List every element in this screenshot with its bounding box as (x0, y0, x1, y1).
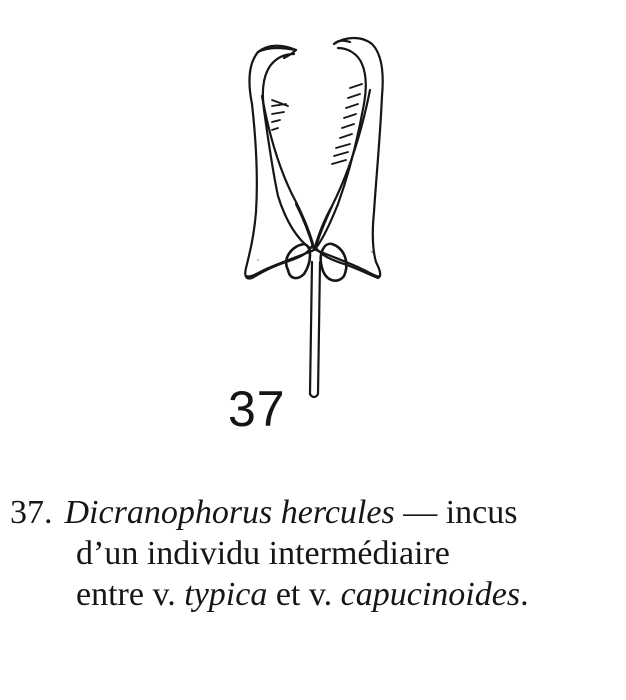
caption-number: 37. (10, 494, 53, 531)
right-ramus-inner (316, 48, 366, 248)
figure-number: 37 (228, 381, 286, 437)
caption-line3-prefix: entre v. (76, 576, 176, 613)
fulcrum-stalk-right (318, 262, 320, 394)
figure-caption (10, 492, 610, 615)
caption-line-2: d’un individu intermédiaire (76, 535, 450, 572)
right-basal-loop (321, 244, 347, 281)
left-teeth (272, 100, 288, 130)
caption-variety-capucinoides: capucinoides (340, 576, 521, 613)
right-basal-arm (316, 250, 380, 277)
right-ramus-outer (316, 38, 383, 278)
fulcrum-end (310, 394, 318, 397)
print-specks (257, 251, 373, 261)
fulcrum-stalk (310, 262, 312, 394)
caption-species: Dicranophorus hercules (64, 494, 395, 531)
left-hook-tip (258, 48, 296, 58)
caption-line3-middle: et v. (275, 576, 333, 613)
caption-line3-end: . (520, 576, 529, 613)
caption-line-3 (10, 574, 610, 615)
caption-variety-typica: typica (184, 576, 268, 613)
caption-dash-text: — incus (403, 494, 518, 531)
caption-line-1 (10, 492, 610, 533)
right-teeth (332, 84, 362, 164)
